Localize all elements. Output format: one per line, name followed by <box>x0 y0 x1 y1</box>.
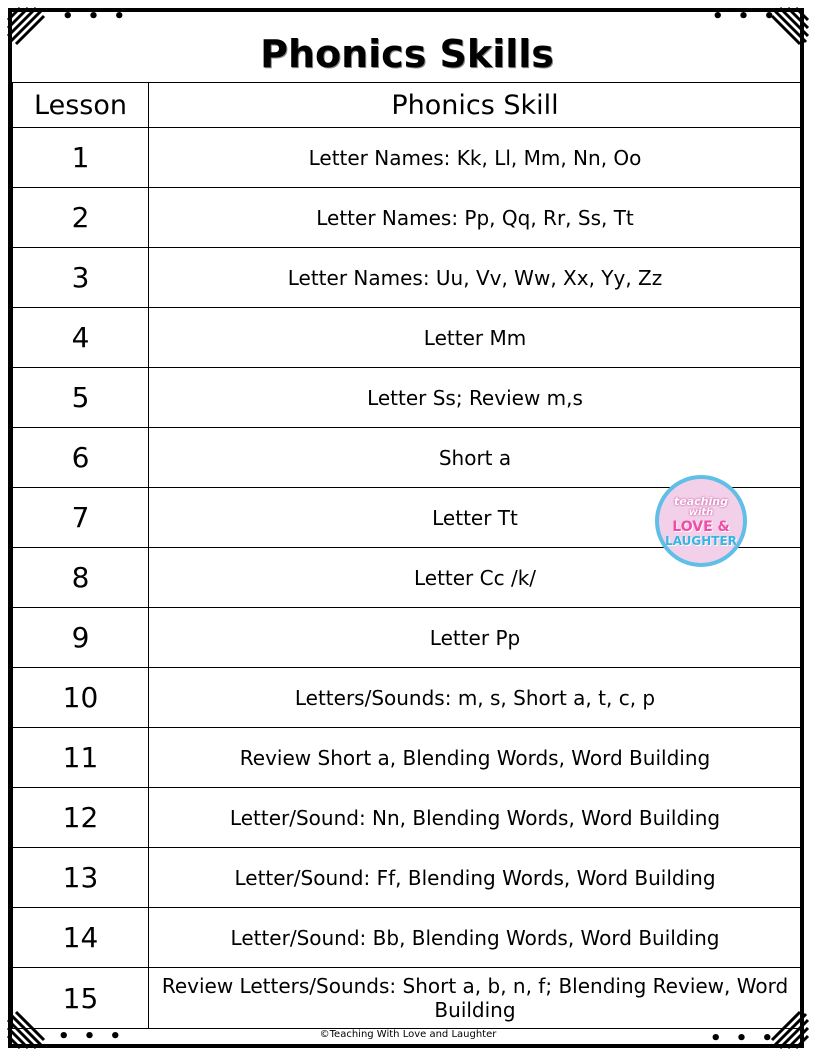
decor-dots-top-left: • • • <box>62 6 130 27</box>
phonics-skill: Letter Ss; Review m,s <box>149 368 802 428</box>
decor-dots-bottom-left: • • • <box>58 1026 126 1047</box>
table-row <box>13 668 802 728</box>
table-row <box>13 248 802 308</box>
phonics-skill: Review Letters/Sounds: Short a, b, n, f; Blending Review, Word Building <box>149 968 802 1029</box>
lesson-number: 13 <box>13 848 149 908</box>
table-row <box>13 368 802 428</box>
lesson-column-header: Lesson <box>13 83 149 128</box>
phonics-skill: Letter Names: Pp, Qq, Rr, Ss, Tt <box>149 188 802 248</box>
table-row <box>13 308 802 368</box>
logo-text-line: LOVE & <box>672 519 730 535</box>
lesson-number: 11 <box>13 728 149 788</box>
page-title: Phonics Skills <box>260 32 554 76</box>
lesson-number: 5 <box>13 368 149 428</box>
decor-dots-bottom-right: • • • <box>710 1028 778 1049</box>
phonics-skill: Letter/Sound: Bb, Blending Words, Word Building <box>149 908 802 968</box>
phonics-skill: Letter Mm <box>149 308 802 368</box>
skill-column-header: Phonics Skill <box>149 83 802 128</box>
phonics-skill: Letters/Sounds: m, s, Short a, t, c, p <box>149 668 802 728</box>
table-row <box>13 188 802 248</box>
decor-dots-top-right: • • • <box>712 6 780 27</box>
logo-text-line: LAUGHTER <box>665 534 737 548</box>
table-row <box>13 848 802 908</box>
phonics-skill: Letter Tt <box>149 488 802 548</box>
phonics-skill: Letter Names: Kk, Ll, Mm, Nn, Oo <box>149 128 802 188</box>
lesson-number: 2 <box>13 188 149 248</box>
lesson-number: 3 <box>13 248 149 308</box>
table-header-row <box>13 83 802 128</box>
lesson-number: 1 <box>13 128 149 188</box>
lesson-number: 8 <box>13 548 149 608</box>
phonics-skill: Letter Cc /k/ <box>149 548 802 608</box>
table-row <box>13 728 802 788</box>
brand-logo-badge <box>655 475 747 567</box>
phonics-skill: Letter Names: Uu, Vv, Ww, Xx, Yy, Zz <box>149 248 802 308</box>
table-row <box>13 788 802 848</box>
table-row <box>13 908 802 968</box>
table-row <box>13 968 802 1029</box>
lesson-number: 4 <box>13 308 149 368</box>
phonics-skill: Letter/Sound: Nn, Blending Words, Word Building <box>149 788 802 848</box>
lesson-number: 12 <box>13 788 149 848</box>
lesson-number: 10 <box>13 668 149 728</box>
phonics-skill: Short a <box>149 428 802 488</box>
phonics-skill: Review Short a, Blending Words, Word Building <box>149 728 802 788</box>
lesson-number: 7 <box>13 488 149 548</box>
logo-text-line: teaching <box>674 495 728 508</box>
table-row <box>13 608 802 668</box>
phonics-skill: Letter Pp <box>149 608 802 668</box>
lesson-number: 9 <box>13 608 149 668</box>
lesson-number: 14 <box>13 908 149 968</box>
copyright-footer: ©Teaching With Love and Laughter <box>319 1029 497 1040</box>
phonics-skill: Letter/Sound: Ff, Blending Words, Word Building <box>149 848 802 908</box>
table-row <box>13 128 802 188</box>
logo-text-line: with <box>688 507 714 518</box>
lesson-number: 15 <box>13 968 149 1029</box>
lesson-number: 6 <box>13 428 149 488</box>
